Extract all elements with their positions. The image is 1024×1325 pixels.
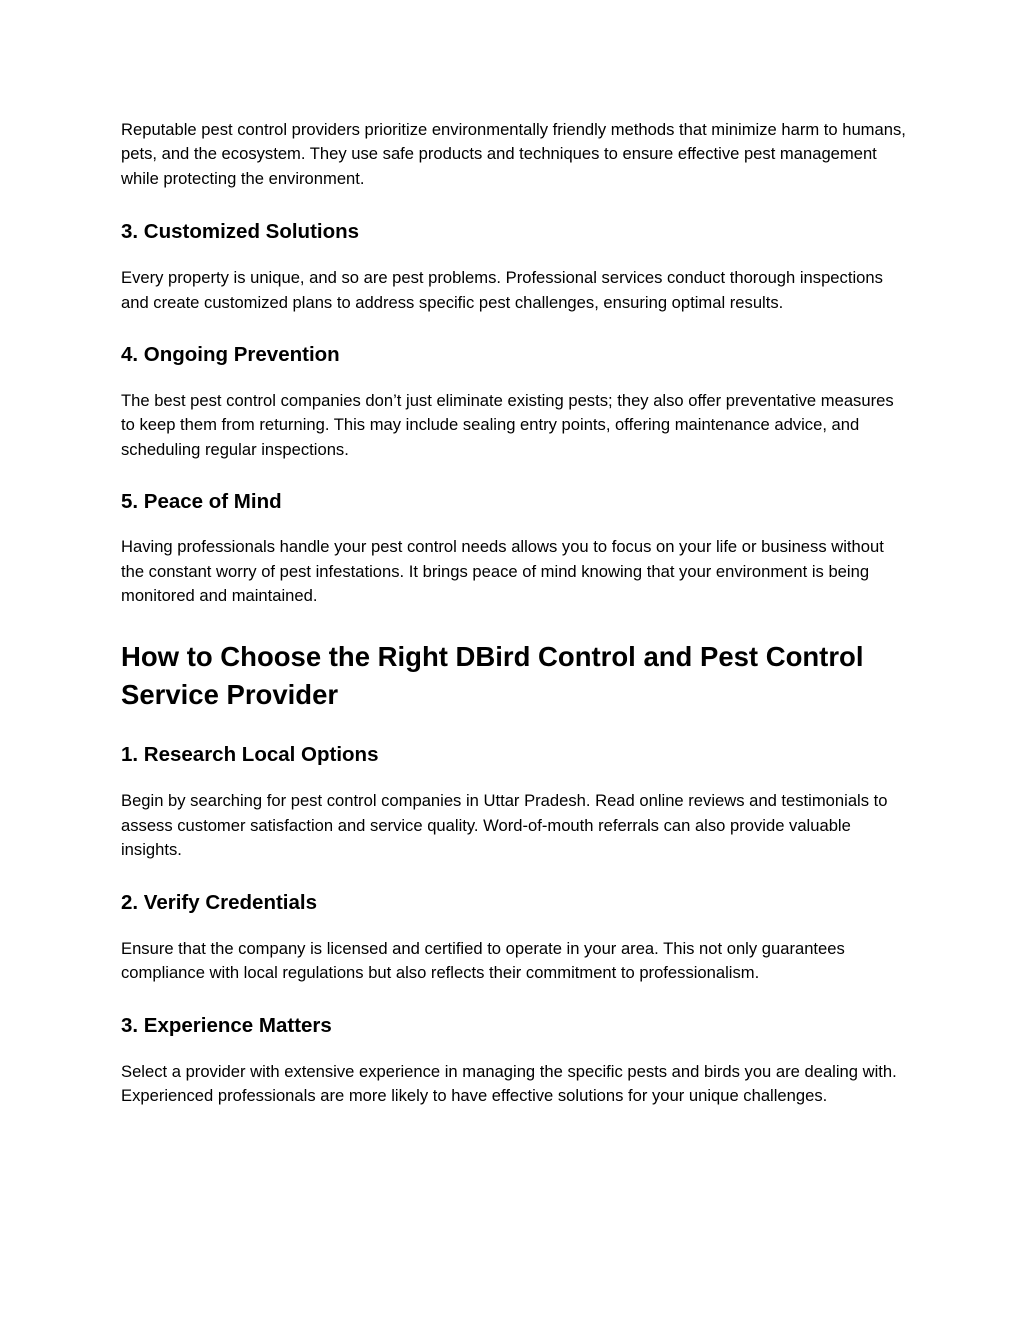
section-body-customized-solutions: Every property is unique, and so are pest problems. Professional services conduct thorough inspections and create customized plans to address specific pest challenges, ensuring optimal results. [121,268,883,312]
section-heading-research-local-options: 1. Research Local Options [121,743,379,767]
section-body-verify-credentials: Ensure that the company is licensed and certified to operate in your area. This not only guarantees compliance with local regulations but also reflects their commitment to professionalism. [121,938,845,983]
section-heading-peace-of-mind: 5. Peace of Mind [121,490,282,514]
main-heading: How to Choose the Right DBird Control and Pest Control Service Provider [121,641,864,711]
document-page [121,118,911,1108]
section-heading-verify-credentials: 2. Verify Credentials [121,890,317,914]
intro-paragraph: Reputable pest control providers prioritize environmentally friendly methods that minimize harm to humans, pets, and the ecosystem. They use safe products and techniques to ensure effective pest management while protecting the environment. [121,120,906,188]
section-heading-experience-matters: 3. Experience Matters [121,1013,332,1037]
section-body-experience-matters: Select a provider with extensive experience in managing the specific pests and birds you are dealing with. Experienced professionals are more likely to have effective solutions for your unique challenges. [121,1061,897,1105]
section-body-peace-of-mind: Having professionals handle your pest control needs allows you to focus on your life or business without the constant worry of pest infestations. It brings peace of mind knowing that your environment is being monitored and maintained. [121,537,884,606]
section-heading-customized-solutions: 3. Customized Solutions [121,220,360,244]
section-body-research-local-options: Begin by searching for pest control companies in Uttar Pradesh. Read online reviews and testimonials to assess customer satisfaction and service quality. Word-of-mouth referrals can also provide valuable insights. [121,791,888,860]
section-body-ongoing-prevention: The best pest control companies don’t just eliminate existing pests; they also offer preventative measures to keep them from returning. This may include sealing entry points, offering maintenance advice, and scheduling regular inspections. [121,391,894,459]
section-heading-ongoing-prevention: 4. Ongoing Prevention [121,343,340,367]
